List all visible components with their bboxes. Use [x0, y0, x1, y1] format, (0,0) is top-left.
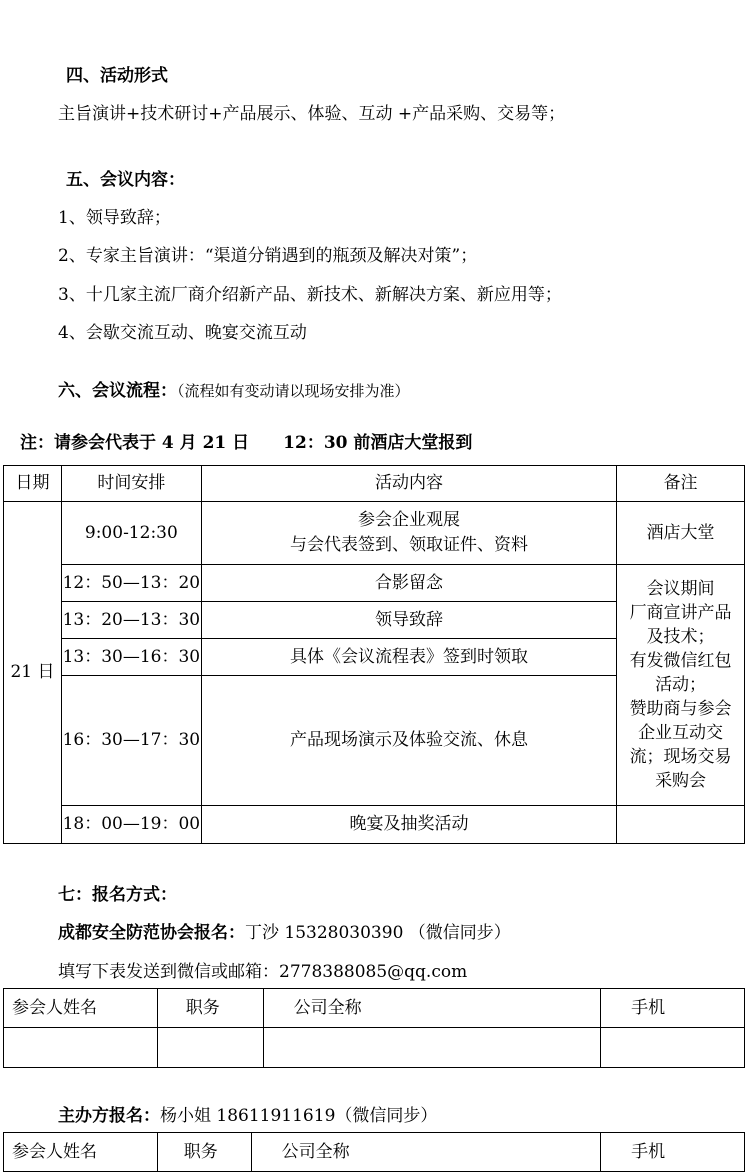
row-time: 13：20—13：30 — [61, 602, 201, 639]
row-remark — [617, 806, 745, 844]
form-header-phone: 手机 — [601, 989, 745, 1028]
merged-remark-line: 厂商宣讲产品 — [629, 603, 732, 623]
header-remark: 备注 — [617, 466, 745, 502]
section5-item-4: 4、会歇交流互动、晚宴交流互动 — [58, 323, 307, 343]
merged-remark-line: 及技术； — [646, 627, 715, 647]
form-input-company[interactable] — [263, 1028, 600, 1068]
section5-item-2: 2、专家主旨演讲：“渠道分销遇到的瓶颈及解决对策”； — [58, 246, 478, 266]
row-activity-line1: 参会企业观展 — [357, 510, 460, 530]
form-input-name[interactable] — [4, 1028, 158, 1068]
row-activity — [201, 502, 616, 565]
table-row — [4, 806, 745, 844]
section6-note: （流程如有变动请以现场安排为准） — [177, 382, 410, 400]
merged-remark-line: 会议期间 — [646, 579, 715, 599]
form-input-title[interactable] — [157, 1028, 263, 1068]
table-row — [4, 565, 745, 602]
form-header-row — [4, 989, 745, 1028]
row-activity: 合影留念 — [201, 565, 616, 602]
form-header-company: 公司全称 — [263, 989, 600, 1028]
header-date: 日期 — [4, 466, 62, 502]
merged-remark — [617, 565, 745, 806]
form-header-row — [4, 1133, 745, 1172]
form-header-company: 公司全称 — [251, 1133, 600, 1172]
schedule-date: 21 日 — [4, 502, 62, 844]
row-activity: 产品现场演示及体验交流、休息 — [201, 676, 616, 806]
form-header-title: 职务 — [157, 989, 263, 1028]
row-activity-line2: 与会代表签到、领取证件、资料 — [289, 535, 528, 555]
section6-heading: 六、会议流程： — [58, 381, 177, 401]
section5-item-3: 3、十几家主流厂商介绍新产品、新技术、新解决方案、新应用等； — [58, 285, 562, 305]
merged-remark-line: 采购会 — [655, 771, 707, 791]
section5-item-1: 1、领导致辞； — [58, 208, 171, 228]
organizer-label: 主办方报名： — [58, 1106, 160, 1126]
row-time: 9:00-12:30 — [61, 502, 201, 565]
merged-remark-line: 活动； — [655, 675, 707, 695]
section4-line: 主旨演讲+技术研讨+产品展示、体验、互动 +产品采购、交易等； — [58, 104, 566, 124]
organizer-registration — [58, 1101, 437, 1126]
form-header-name: 参会人姓名 — [4, 989, 158, 1028]
association-registration — [58, 918, 511, 943]
form-input-phone[interactable] — [601, 1028, 745, 1068]
table-row — [4, 502, 745, 565]
form-instruction: 填写下表发送到微信或邮箱：2778388085@qq.com — [58, 962, 468, 982]
organizer-contact: 杨小姐 18611911619（微信同步） — [160, 1106, 438, 1126]
organizer-form-table — [3, 1132, 745, 1172]
row-activity: 晚宴及抽奖活动 — [201, 806, 616, 844]
form-entry-row — [4, 1028, 745, 1068]
section7-heading: 七：报名方式： — [58, 885, 177, 905]
row-activity: 领导致辞 — [201, 602, 616, 639]
form-header-phone: 手机 — [601, 1133, 745, 1172]
arrival-notice: 注：请参会代表于 4 月 21 日 12：30 前酒店大堂报到 — [20, 433, 473, 453]
row-time: 16：30—17：30 — [61, 676, 201, 806]
row-time: 12：50—13：20 — [61, 565, 201, 602]
schedule-table — [3, 465, 745, 844]
header-activity: 活动内容 — [201, 466, 616, 502]
merged-remark-line: 企业互动交 — [638, 723, 724, 743]
row-time: 18：00—19：00 — [61, 806, 201, 844]
section5-heading: 五、会议内容： — [66, 170, 185, 190]
association-label: 成都安全防范协会报名： — [58, 923, 245, 943]
merged-remark-line: 流；现场交易 — [629, 747, 732, 767]
section6-line — [58, 376, 410, 401]
form-header-name: 参会人姓名 — [4, 1133, 158, 1172]
merged-remark-line: 赞助商与参会 — [629, 699, 732, 719]
row-time: 13：30—16：30 — [61, 639, 201, 676]
section4-heading: 四、活动形式 — [66, 66, 168, 86]
association-contact: 丁沙 15328030390 （微信同步） — [245, 923, 511, 943]
header-time: 时间安排 — [61, 466, 201, 502]
row-activity: 具体《会议流程表》签到时领取 — [201, 639, 616, 676]
schedule-header-row — [4, 466, 745, 502]
row-remark: 酒店大堂 — [617, 502, 745, 565]
form-header-title: 职务 — [157, 1133, 251, 1172]
association-form-table — [3, 988, 745, 1068]
merged-remark-line: 有发微信红包 — [629, 651, 732, 671]
